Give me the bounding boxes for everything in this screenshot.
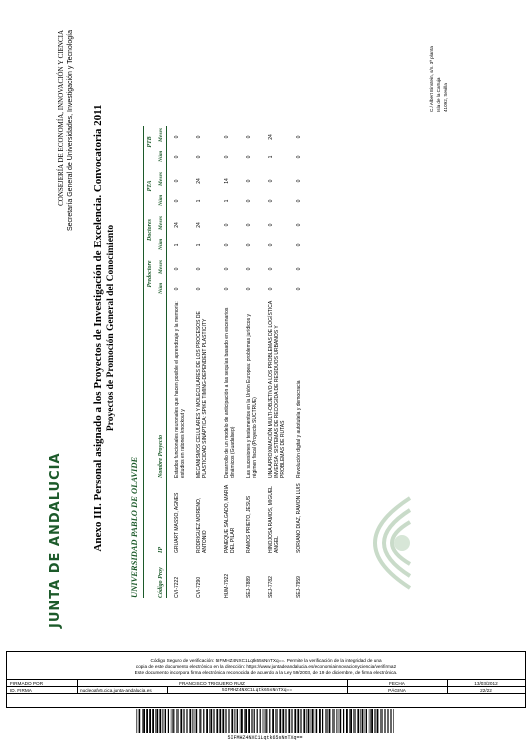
- barcode-bar: [142, 709, 143, 733]
- barcode-bar: [366, 709, 367, 733]
- barcode-bar: [263, 709, 264, 733]
- barcode-bar: [234, 709, 235, 733]
- barcode-bar: [393, 709, 394, 733]
- subheader-num: Núm: [158, 282, 164, 294]
- subheader-meses: Meses: [158, 259, 164, 274]
- barcode-bar: [350, 709, 352, 733]
- count-cell: 0: [224, 287, 230, 291]
- barcode-bar: [288, 709, 290, 733]
- count-cell: 0: [246, 199, 252, 203]
- project-code: SEJ-7959: [296, 576, 302, 598]
- barcode-bar: [387, 709, 388, 733]
- firmado-value: FRANCISCO TRIGUERO RUIZ: [179, 681, 245, 686]
- count-cell: 0: [196, 135, 202, 139]
- document-subtitle: Proyectos de Promoción General del Conocimiento: [106, 224, 116, 432]
- junta-logo: JUNTA DE ANDALUCIA: [48, 452, 63, 628]
- count-cell: 0: [174, 199, 180, 203]
- barcode-bar: [257, 709, 258, 733]
- barcode-bar: [156, 709, 158, 733]
- barcode-bar: [353, 709, 354, 733]
- row-rule: [7, 693, 525, 694]
- barcode-bar: [369, 709, 370, 733]
- count-cell: 0: [268, 223, 274, 227]
- barcode-icon: [136, 709, 394, 733]
- barcode-bar: [176, 709, 177, 733]
- count-cell: 0: [246, 223, 252, 227]
- barcode-bar: [159, 709, 161, 733]
- barcode-bar: [231, 709, 233, 733]
- address-line: C./ Albert Einstein, s/n. 3ª planta: [429, 46, 434, 112]
- barcode-bar: [370, 709, 371, 733]
- barcode-bar: [377, 709, 379, 733]
- barcode-bar: [138, 709, 139, 733]
- barcode-bar: [168, 709, 169, 733]
- count-cell: 1: [196, 199, 202, 203]
- col-header-nombre: Nombre Proyecto: [158, 434, 164, 478]
- barcode-bar: [371, 709, 373, 733]
- header-rule-bottom: [166, 126, 167, 598]
- subheader-meses: Meses: [158, 171, 164, 186]
- count-cell: 24: [268, 134, 274, 140]
- barcode-bar: [219, 709, 221, 733]
- project-name: Las sucesiones y testamentos en la Unión Europea: problemas jurídicos y régimen fiscal (Proyecto SUCTRUE): [246, 314, 258, 478]
- barcode-bar: [354, 709, 355, 733]
- barcode-bar: [209, 709, 210, 733]
- project-name: Revolución digital y autotutela y democracia: [296, 380, 302, 478]
- fecha-value: 13/03/2012: [474, 681, 498, 686]
- count-cell: 24: [196, 222, 202, 228]
- count-cell: 1: [268, 155, 274, 159]
- count-cell: 0: [268, 287, 274, 291]
- barcode-bar: [336, 709, 337, 733]
- barcode-bar: [316, 709, 317, 733]
- verification-line-3: Este documento incorpora firma electrónica reconocida de acuerdo a la Ley 59/2003, de 19 de diciembre, de firma electrónica.: [134, 670, 398, 675]
- count-cell: 0: [246, 135, 252, 139]
- count-cell: 0: [174, 287, 180, 291]
- rotated-page: [48, 28, 513, 628]
- barcode-bar: [228, 709, 229, 733]
- verification-line-1: Código Seguro de verificación: 5IFMHZ4NXC1Lqtk65sNnTXq==. Permite la verificación de la integridad de una: [150, 658, 382, 663]
- barcode-bar: [380, 709, 381, 733]
- barcode-bar: [275, 709, 276, 733]
- barcode-bar: [343, 709, 344, 733]
- principal-investigator: PANEQUE SALGADO, MARIA DEL PILAR: [224, 485, 236, 553]
- university-name: UNIVERSIDAD PABLO DE OLAVIDE: [129, 456, 139, 598]
- count-cell: 0: [174, 267, 180, 271]
- barcode-bar: [311, 709, 312, 733]
- barcode-bar: [279, 709, 281, 733]
- barcode-bar: [225, 709, 226, 733]
- document-title: Anexo III. Personal asignado a los Proyectos de Investigación de Excelencia. Convocatoria 2011: [92, 104, 104, 552]
- subheader-num: Núm: [158, 238, 164, 250]
- count-cell: 0: [196, 287, 202, 291]
- barcode-bar: [306, 709, 307, 733]
- barcode-bar: [143, 709, 145, 733]
- barcode-bar: [186, 709, 187, 733]
- project-code: CVI-7290: [196, 576, 202, 598]
- subheader-num: Núm: [158, 150, 164, 162]
- barcode-bar: [294, 709, 296, 733]
- count-cell: 0: [296, 179, 302, 183]
- barcode-bar: [203, 709, 204, 733]
- barcode-bar: [206, 709, 208, 733]
- count-cell: 24: [196, 178, 202, 184]
- barcode-bar: [260, 709, 261, 733]
- count-cell: 0: [268, 199, 274, 203]
- count-cell: 0: [296, 223, 302, 227]
- id-code: 5IFMHZ4NXC1Lqtk65sNnTXq==: [221, 688, 293, 693]
- barcode-bar: [192, 709, 193, 733]
- barcode-bar: [266, 709, 267, 733]
- count-cell: 0: [246, 267, 252, 271]
- count-cell: 14: [224, 178, 230, 184]
- count-cell: 1: [224, 199, 230, 203]
- barcode-bar: [327, 709, 328, 733]
- project-name: Estados funcionales neuronales que hacen posible el aprendizaje y la memoria: estudios en ratones knockout y: [174, 301, 186, 478]
- barcode-bar: [152, 709, 154, 733]
- count-cell: 0: [268, 243, 274, 247]
- project-code: CVI-7222: [174, 576, 180, 598]
- barcode-bar: [241, 709, 243, 733]
- barcode-bar: [269, 709, 270, 733]
- barcode-bar: [362, 709, 364, 733]
- principal-investigator: RAMOS PRIETO, JESUS: [246, 495, 252, 553]
- barcode-bar: [297, 709, 299, 733]
- barcode-bar: [180, 709, 182, 733]
- barcode-bar: [252, 709, 253, 733]
- barcode-bar: [162, 709, 163, 733]
- barcode-bar: [285, 709, 286, 733]
- barcode-bar: [171, 709, 172, 733]
- barcode-bar: [237, 709, 238, 733]
- count-cell: 0: [296, 155, 302, 159]
- count-cell: 0: [174, 135, 180, 139]
- barcode-bar: [265, 709, 266, 733]
- consejeria-name: CONSEJERÍA DE ECONOMÍA, INNOVACIÓN Y CIENCIA: [57, 30, 65, 206]
- barcode-bar: [282, 709, 284, 733]
- barcode-bar: [326, 709, 327, 733]
- count-cell: 0: [174, 179, 180, 183]
- barcode-bar: [319, 709, 321, 733]
- barcode-bar: [254, 709, 255, 733]
- principal-investigator: SORIANO DIAZ, RAMON LUIS: [296, 483, 302, 553]
- principal-investigator: RODRIGUEZ MORENO, ANTONIO: [196, 497, 208, 553]
- verification-box: [6, 651, 526, 708]
- barcode-bar: [164, 709, 165, 733]
- barcode-bar: [308, 709, 310, 733]
- count-cell: 0: [268, 267, 274, 271]
- barcode-bar: [329, 709, 331, 733]
- count-cell: 1: [174, 243, 180, 247]
- barcode-bar: [312, 709, 314, 733]
- barcode-bar: [325, 709, 326, 733]
- count-cell: 0: [224, 267, 230, 271]
- count-cell: 0: [246, 155, 252, 159]
- barcode-bar: [222, 709, 224, 733]
- barcode-bar: [177, 709, 178, 733]
- barcode-bar: [173, 709, 174, 733]
- count-cell: 0: [196, 267, 202, 271]
- barcode-bar: [183, 709, 184, 733]
- barcode-bar: [149, 709, 151, 733]
- project-name: UNA APROXIMACIÓN MULTI-OBJETIVO A LOS PROBLEMAS DE LOGÍSTICA INVERSA: SISTEMAS DE RECOGIDA DE RESIDUOS URBANOS Y PROBLEMAS DE RUTAS: [268, 301, 286, 478]
- barcode-bar: [146, 709, 148, 733]
- barcode-bar: [300, 709, 301, 733]
- barcode-bar: [200, 709, 201, 733]
- count-cell: 0: [296, 243, 302, 247]
- andalucia-emblem-icon: [350, 488, 420, 598]
- count-cell: 1: [196, 243, 202, 247]
- pagina-label: PÁGINA: [388, 688, 406, 693]
- barcode-bar: [322, 709, 323, 733]
- count-cell: 0: [174, 155, 180, 159]
- subheader-meses: Meses: [158, 215, 164, 230]
- barcode-bar: [272, 709, 274, 733]
- barcode-bar: [346, 709, 348, 733]
- barcode-bar: [349, 709, 350, 733]
- barcode-bar: [360, 709, 361, 733]
- barcode-bar: [374, 709, 375, 733]
- group-header-ptb: PTB: [147, 136, 153, 148]
- project-code: SEJ-7782: [268, 576, 274, 598]
- count-cell: 0: [224, 243, 230, 247]
- fecha-label: FECHA: [389, 681, 405, 686]
- subheader-meses: Meses: [158, 127, 164, 142]
- secretaria-name: Secretaría General de Universidades, Investigación y Tecnología: [67, 30, 74, 232]
- barcode-bar: [333, 709, 334, 733]
- subheader-num: Núm: [158, 194, 164, 206]
- barcode-bar: [384, 709, 385, 733]
- project-name: Desarrollo de un modelo de anticipación a las sequías basado en escenarios dinámicos (Guadalsep): [224, 307, 236, 478]
- project-name: MECANISMOS CELULARES Y MOLECULARES DE LOS PROCESOS DE PLASTICIDAD SINÁPTICA: SPIKE TIMING-DEPENDENT PLASTICITY: [196, 311, 208, 478]
- count-cell: 0: [296, 267, 302, 271]
- barcode-bar: [210, 709, 212, 733]
- address-line: 41092, Sevilla: [443, 83, 448, 112]
- barcode-bar: [236, 709, 237, 733]
- barcode-bar: [276, 709, 277, 733]
- barcode-bar: [264, 709, 265, 733]
- count-cell: 0: [246, 179, 252, 183]
- barcode-bar: [199, 709, 200, 733]
- group-header-doctores: Doctores: [147, 219, 153, 241]
- barcode-bar: [244, 709, 245, 733]
- barcode-bar: [303, 709, 305, 733]
- barcode-bar: [340, 709, 341, 733]
- barcode-bar: [189, 709, 191, 733]
- barcode-bar: [216, 709, 218, 733]
- barcode-bar: [390, 709, 391, 733]
- barcode-bar: [245, 709, 247, 733]
- count-cell: 0: [224, 155, 230, 159]
- header-rule-top: [143, 126, 144, 598]
- barcode-bar: [315, 709, 316, 733]
- count-cell: 0: [246, 287, 252, 291]
- id-server: nucleoafv5.cica.junta-andalucia.es: [80, 688, 152, 693]
- barcode-bar: [357, 709, 359, 733]
- project-code: HUM-7922: [224, 573, 230, 598]
- barcode-bar: [365, 709, 366, 733]
- count-cell: 0: [224, 223, 230, 227]
- barcode-bar: [136, 709, 137, 733]
- barcode-bar: [213, 709, 214, 733]
- firmado-label: FIRMADO POR: [10, 681, 44, 686]
- barcode-bar: [196, 709, 197, 733]
- count-cell: 0: [268, 179, 274, 183]
- count-cell: 0: [196, 155, 202, 159]
- barcode-bar: [194, 709, 195, 733]
- id-label: ID. FIRMA: [10, 688, 32, 693]
- verification-line-2: copia de este documento electrónico en la dirección: https://www.juntadeandalucia.es/economiainnovacionyciencia/verifirma2: [135, 664, 397, 669]
- count-cell: 0: [224, 135, 230, 139]
- barcode-bar: [375, 709, 376, 733]
- barcode-bar: [381, 709, 382, 733]
- barcode-text: 5IFMHZ4NXC1Lqtk65sNnTXq==: [227, 735, 303, 741]
- group-header-predoc: Predoctore: [147, 260, 153, 288]
- barcode-bar: [291, 709, 292, 733]
- barcode-bar: [338, 709, 339, 733]
- barcode-bar: [339, 709, 340, 733]
- barcode-bar: [248, 709, 250, 733]
- count-cell: 0: [296, 199, 302, 203]
- project-code: SEJ-7889: [246, 576, 252, 598]
- barcode-bar: [240, 709, 241, 733]
- barcode-bar: [195, 709, 196, 733]
- principal-investigator: HINOJOSA RAMOS, MIGUEL ANGEL: [268, 486, 280, 553]
- barcode-bar: [139, 709, 140, 733]
- count-cell: 0: [246, 243, 252, 247]
- barcode-bar: [165, 709, 166, 733]
- count-cell: 24: [174, 222, 180, 228]
- group-header-pta: PTA: [147, 180, 153, 192]
- barcode-bar: [155, 709, 156, 733]
- principal-investigator: GRUART MASSO, AGNES: [174, 492, 180, 553]
- col-header-ip: IP: [158, 547, 164, 553]
- pagina-value: 22/22: [480, 688, 492, 693]
- count-cell: 0: [296, 287, 302, 291]
- barcode-bar: [251, 709, 252, 733]
- barcode-bar: [332, 709, 333, 733]
- address-line: Isla de la Cartuja: [436, 77, 441, 112]
- address-block: [428, 32, 449, 112]
- count-cell: 0: [296, 135, 302, 139]
- barcode-bar: [172, 709, 173, 733]
- col-header-codigo: Código Proy: [158, 567, 164, 598]
